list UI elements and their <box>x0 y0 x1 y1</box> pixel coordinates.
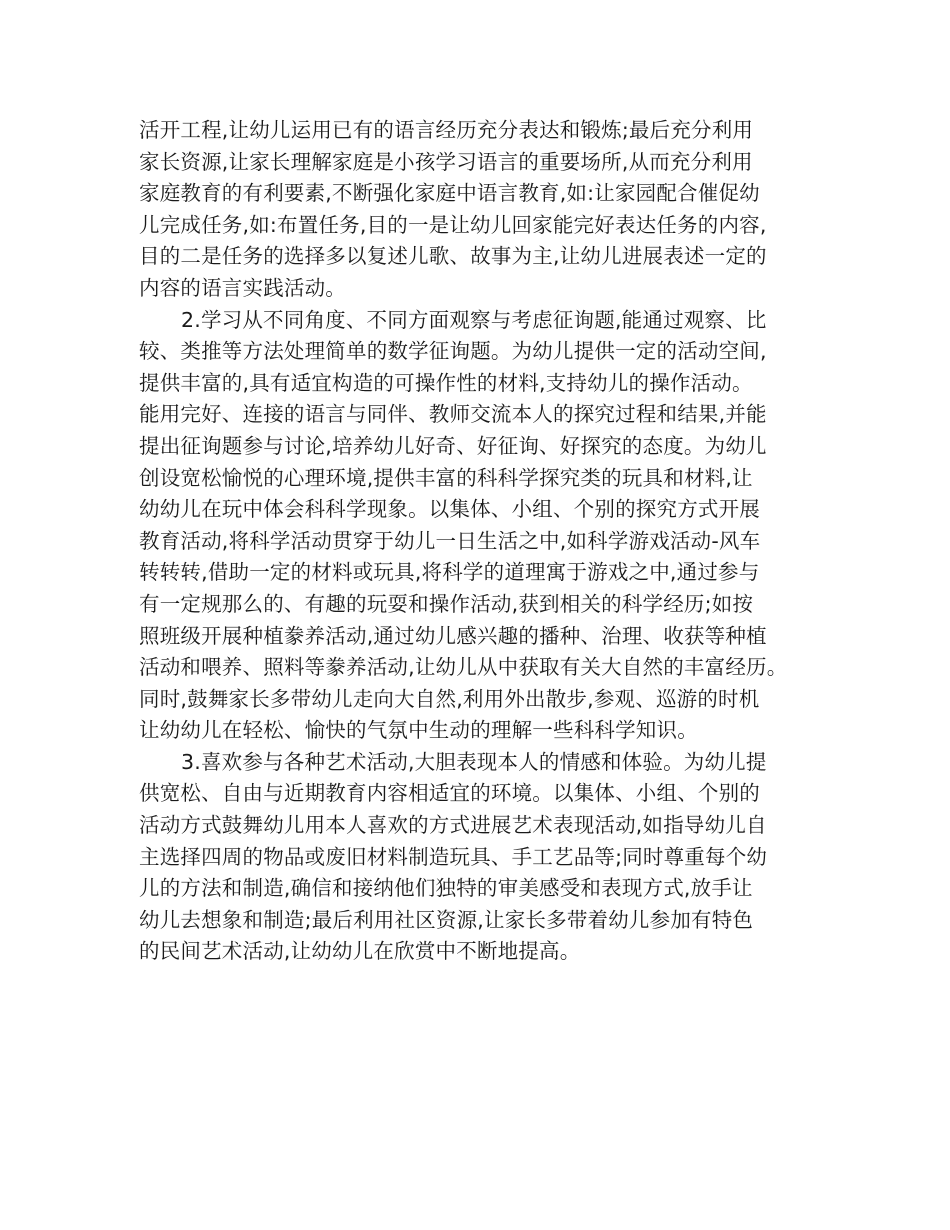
text-line: 的民间艺术活动,让幼幼儿在欣赏中不断地提高。 <box>139 939 581 964</box>
text-line: 转转转,借助一定的材料或玩具,将科学的道理寓于游戏之中,通过参与 <box>139 560 760 585</box>
text-line: 家庭教育的有利要素,不断强化家庭中语言教育,如:让家园配合催促幼 <box>139 181 760 206</box>
text-line: 提出征询题参与讨论,培养幼儿好奇、好征询、好探究的态度。为幼儿 <box>139 433 767 458</box>
text-line: 教育活动,将科学活动贯穿于幼儿一日生活之中,如科学游戏活动-风车 <box>139 528 761 553</box>
text-line: 供宽松、自由与近期教育内容相适宜的环境。以集体、小组、个别的 <box>139 781 760 806</box>
text-line: 家长资源,让家长理解家庭是小孩学习语言的重要场所,从而充分利用 <box>139 149 753 174</box>
paragraph-3-first-line: 3.喜欢参与各种艺术活动,大胆表现本人的情感和体验。为幼儿提 <box>181 749 767 774</box>
text-line: 照班级开展种植豢养活动,通过幼儿感兴趣的播种、治理、收获等种植 <box>139 623 767 648</box>
document-body <box>139 115 819 968</box>
text-line: 内容的语言实践活动。 <box>139 275 346 300</box>
text-line: 幼儿去想象和制造;最后利用社区资源,让家长多带着幼儿参加有特色 <box>139 907 754 932</box>
text-line: 幼幼儿在玩中体会科科学现象。以集体、小组、个别的探究方式开展 <box>139 497 760 522</box>
text-line: 儿完成任务,如:布置任务,目的一是让幼儿回家能完好表达任务的内容, <box>139 212 767 237</box>
text-line: 同时,鼓舞家长多带幼儿走向大自然,利用外出散步,参观、巡游的时机 <box>139 686 760 711</box>
text-line: 有一定规那么的、有趣的玩耍和操作活动,获到相关的科学经历;如按 <box>139 591 754 616</box>
text-line: 让幼幼儿在轻松、愉快的气氛中生动的理解一些科科学知识。 <box>139 718 698 743</box>
text-line: 儿的方法和制造,确信和接纳他们独特的审美感受和表现方式,放手让 <box>139 876 753 901</box>
text-line: 主选择四周的物品或废旧材料制造玩具、手工艺品等;同时尊重每个幼 <box>139 844 768 869</box>
text-line: 目的二是任务的选择多以复述儿歌、故事为主,让幼儿进展表述一定的 <box>139 244 767 269</box>
text-line: 活动和喂养、照料等豢养活动,让幼儿从中获取有关大自然的丰富经历。 <box>139 655 788 680</box>
text-line: 活开工程,让幼儿运用已有的语言经历充分表达和锻炼;最后充分利用 <box>139 118 754 142</box>
text-line: 较、类推等方法处理简单的数学征询题。为幼儿提供一定的活动空间, <box>139 339 767 364</box>
text-line: 创设宽松愉悦的心理环境,提供丰富的科科学探究类的玩具和材料,让 <box>139 465 753 490</box>
text-line: 提供丰富的,具有适宜构造的可操作性的材料,支持幼儿的操作活动。 <box>139 370 753 395</box>
paragraph-2-first-line: 2.学习从不同角度、不同方面观察与考虑征询题,能通过观察、比 <box>181 307 767 332</box>
text-line: 活动方式鼓舞幼儿用本人喜欢的方式进展艺术表现活动,如指导幼儿自 <box>139 813 767 838</box>
text-line: 能用完好、连接的语言与同伴、教师交流本人的探究过程和结果,并能 <box>139 402 767 427</box>
